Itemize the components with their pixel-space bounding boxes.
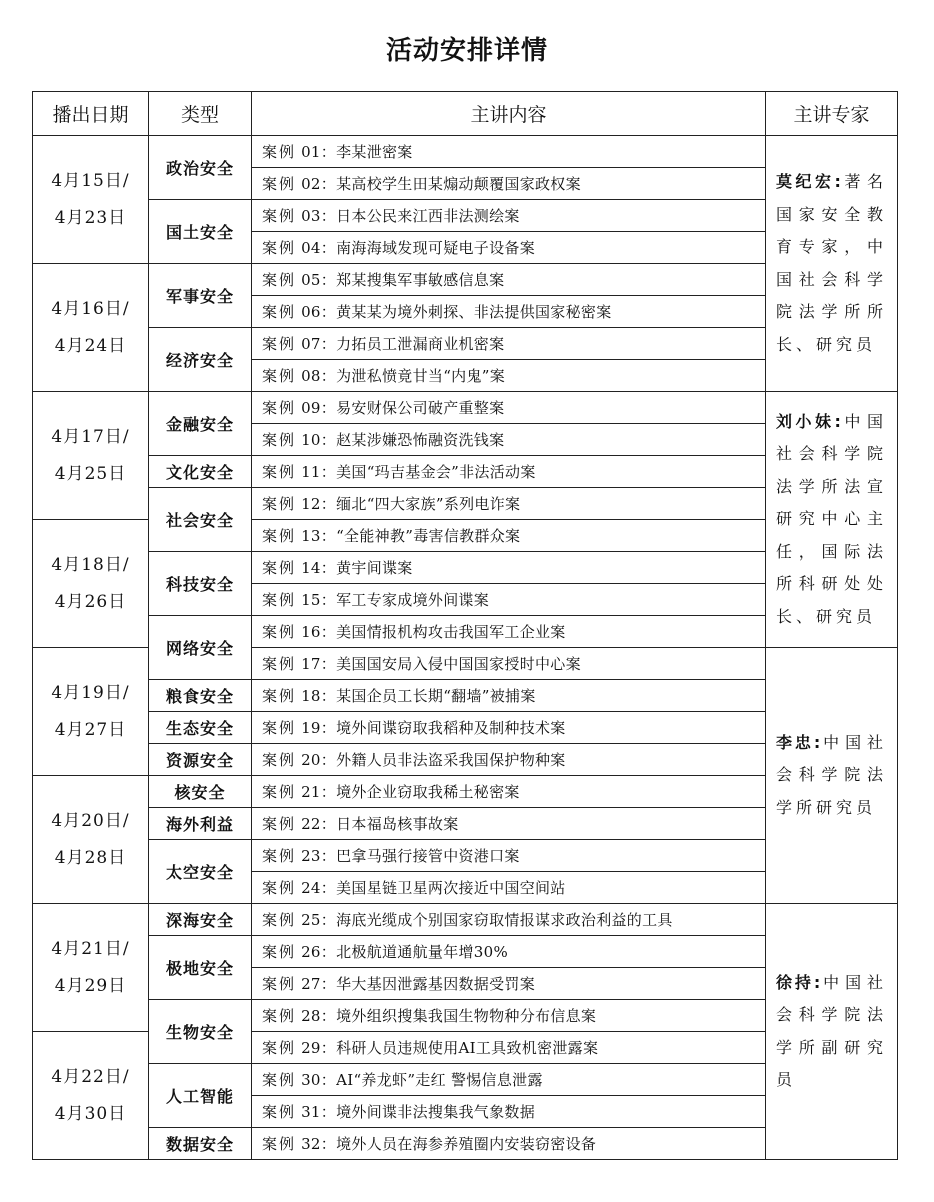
case-title: 境外人员在海参养殖圈内安装窃密设备 [336,1135,597,1153]
case-separator: ： [320,559,337,577]
case-label: 案例 [262,1103,297,1121]
date-line: 4月23日 [54,207,127,228]
case-title: AI“养龙虾”走红 警惕信息泄露 [336,1071,543,1089]
case-item [252,808,766,840]
case-number: 14 [296,559,321,577]
case-title: 美国国安局入侵中国国家授时中心案 [336,655,581,673]
case-title: 力拓员工泄漏商业机密案 [336,335,505,353]
case-item [252,296,766,328]
security-type: 生物安全 [149,1000,252,1064]
case-number: 22 [296,815,321,833]
case-title: 美国星链卫星两次接近中国空间站 [336,879,566,897]
lecturer [766,392,898,648]
case-title: 境外组织搜集我国生物物种分布信息案 [336,1007,597,1025]
security-type: 军事安全 [149,264,252,328]
table-row [33,392,898,424]
date-line: 4月27日 [54,719,127,740]
security-type: 金融安全 [149,392,252,456]
case-separator: ： [320,591,337,609]
case-separator: ： [320,303,337,321]
case-item [252,168,766,200]
case-title: 郑某搜集军事敏感信息案 [336,271,505,289]
lecturer [766,136,898,392]
date-line: 4月29日 [54,975,127,996]
case-label: 案例 [262,1039,297,1057]
case-label: 案例 [262,399,297,417]
case-item [252,968,766,1000]
case-number: 27 [296,975,321,993]
security-type: 人工智能 [149,1064,252,1128]
case-number: 17 [296,655,321,673]
case-item [252,520,766,552]
case-item [252,840,766,872]
page-title: 活动安排详情 [385,36,548,66]
case-item [252,136,766,168]
case-label: 案例 [262,143,297,161]
case-label: 案例 [262,431,297,449]
case-item [252,1000,766,1032]
date-line: 4月26日 [54,591,127,612]
case-title: 美国“玛吉基金会”非法活动案 [336,463,536,481]
case-label: 案例 [262,943,297,961]
lecturer-title: 中国社会科学院法学所法宣研究中心主任，国际法所科研处处长、研究员 [776,411,887,626]
case-label: 案例 [262,815,297,833]
case-number: 04 [296,239,321,257]
case-item [252,1096,766,1128]
schedule-table [32,91,898,1160]
case-separator: ： [320,271,337,289]
case-number: 21 [296,783,321,801]
table-row [33,136,898,168]
case-separator: ： [320,1135,337,1153]
security-type: 极地安全 [149,936,252,1000]
case-item [252,904,766,936]
case-label: 案例 [262,719,297,737]
case-number: 08 [296,367,321,385]
date-line: 4月16日/ [51,298,130,319]
case-title: “全能神教”毒害信教群众案 [336,527,521,545]
case-label: 案例 [262,463,297,481]
case-label: 案例 [262,655,297,673]
broadcast-date [33,776,149,904]
case-label: 案例 [262,303,297,321]
broadcast-date [33,904,149,1032]
case-title: 赵某涉嫌恐怖融资洗钱案 [336,431,505,449]
security-type: 国土安全 [149,200,252,264]
case-title: 缅北“四大家族”系列电诈案 [336,495,521,513]
case-title: 美国情报机构攻击我国军工企业案 [336,623,566,641]
security-type: 科技安全 [149,552,252,616]
date-line: 4月30日 [54,1103,127,1124]
case-label: 案例 [262,239,297,257]
case-title: 黄某某为境外刺探、非法提供国家秘密案 [336,303,612,321]
case-separator: ： [320,1007,337,1025]
case-label: 案例 [262,975,297,993]
case-separator: ： [320,719,337,737]
security-type: 社会安全 [149,488,252,552]
case-label: 案例 [262,623,297,641]
case-title: 境外企业窃取我稀土秘密案 [336,783,520,801]
date-line: 4月22日/ [51,1066,130,1087]
case-separator: ： [320,335,337,353]
lecturer [766,904,898,1160]
lecturer-title: 中国社会科学院法学所副研究员 [776,972,887,1089]
case-title: 境外间谍非法搜集我气象数据 [336,1103,535,1121]
case-number: 18 [296,687,321,705]
case-number: 31 [296,1103,321,1121]
security-type: 深海安全 [149,904,252,936]
security-type: 核安全 [149,776,252,808]
case-number: 24 [296,879,321,897]
case-separator: ： [320,399,337,417]
case-title: 李某泄密案 [336,143,413,161]
security-type: 太空安全 [149,840,252,904]
case-number: 20 [296,751,321,769]
security-type: 资源安全 [149,744,252,776]
case-item [252,360,766,392]
case-separator: ： [320,911,337,929]
case-number: 15 [296,591,321,609]
case-number: 03 [296,207,321,225]
date-line: 4月21日/ [51,938,130,959]
broadcast-date [33,520,149,648]
case-label: 案例 [262,367,297,385]
date-line: 4月15日/ [51,170,130,191]
case-item [252,200,766,232]
case-separator: ： [320,623,337,641]
case-label: 案例 [262,271,297,289]
security-type: 生态安全 [149,712,252,744]
case-separator: ： [320,943,337,961]
case-item [252,232,766,264]
header-date: 播出日期 [33,92,149,136]
case-separator: ： [320,879,337,897]
date-line: 4月18日/ [51,554,130,575]
case-label: 案例 [262,879,297,897]
case-title: 黄宇间谍案 [336,559,413,577]
case-title: 华大基因泄露基因数据受罚案 [336,975,535,993]
case-separator: ： [320,815,337,833]
security-type: 粮食安全 [149,680,252,712]
case-label: 案例 [262,495,297,513]
case-item [252,1128,766,1160]
security-type: 经济安全 [149,328,252,392]
case-number: 25 [296,911,321,929]
case-item [252,1064,766,1096]
security-type: 海外利益 [149,808,252,840]
case-item [252,776,766,808]
case-label: 案例 [262,559,297,577]
case-number: 29 [296,1039,321,1057]
case-item [252,648,766,680]
case-separator: ： [320,367,337,385]
broadcast-date [33,648,149,776]
case-number: 10 [296,431,321,449]
case-title: 易安财保公司破产重整案 [336,399,505,417]
case-label: 案例 [262,207,297,225]
case-item [252,1032,766,1064]
case-separator: ： [320,1103,337,1121]
header-expert: 主讲专家 [766,92,898,136]
lecturer-title: 中国社会科学院法学所研究员 [776,732,887,817]
case-title: 为泄私愤竟甘当“内鬼”案 [336,367,506,385]
case-item [252,488,766,520]
case-number: 06 [296,303,321,321]
case-label: 案例 [262,911,297,929]
case-title: 海底光缆成个别国家窃取情报谋求政治利益的工具 [336,911,673,929]
case-number: 32 [296,1135,321,1153]
case-separator: ： [320,751,337,769]
case-title: 某高校学生田某煽动颠覆国家政权案 [336,175,581,193]
date-line: 4月25日 [54,463,127,484]
case-number: 07 [296,335,321,353]
case-separator: ： [320,175,337,193]
lecturer-name: 徐持: [776,972,822,992]
case-label: 案例 [262,175,297,193]
case-number: 09 [296,399,321,417]
case-number: 30 [296,1071,321,1089]
schedule-body [33,136,898,1160]
case-label: 案例 [262,335,297,353]
case-label: 案例 [262,783,297,801]
security-type: 政治安全 [149,136,252,200]
case-separator: ： [320,975,337,993]
case-number: 12 [296,495,321,513]
date-line: 4月24日 [54,335,127,356]
case-separator: ： [320,1071,337,1089]
table-row [33,904,898,936]
case-separator: ： [320,687,337,705]
case-separator: ： [320,655,337,673]
case-separator: ： [320,527,337,545]
case-title: 日本福岛核事故案 [336,815,459,833]
case-label: 案例 [262,591,297,609]
case-number: 16 [296,623,321,641]
case-title: 外籍人员非法盗采我国保护物种案 [336,751,566,769]
case-separator: ： [320,783,337,801]
header-type: 类型 [149,92,252,136]
case-item [252,680,766,712]
broadcast-date [33,264,149,392]
broadcast-date [33,1032,149,1160]
case-number: 23 [296,847,321,865]
broadcast-date [33,136,149,264]
case-separator: ： [320,1039,337,1057]
table-header-row [33,92,898,136]
case-item [252,936,766,968]
case-title: 巴拿马强行接管中资港口案 [336,847,520,865]
security-type: 文化安全 [149,456,252,488]
case-item [252,264,766,296]
case-separator: ： [320,207,337,225]
case-number: 19 [296,719,321,737]
case-number: 01 [296,143,321,161]
case-separator: ： [320,847,337,865]
case-item [252,584,766,616]
security-type: 网络安全 [149,616,252,680]
case-number: 28 [296,1007,321,1025]
case-separator: ： [320,495,337,513]
case-number: 11 [296,463,321,481]
lecturer-name: 刘小妹: [776,411,842,431]
case-separator: ： [320,239,337,257]
security-type: 数据安全 [149,1128,252,1160]
case-item [252,392,766,424]
case-item [252,744,766,776]
case-label: 案例 [262,847,297,865]
lecturer-name: 李忠: [776,732,822,752]
case-label: 案例 [262,1135,297,1153]
date-line: 4月19日/ [51,682,130,703]
case-item [252,552,766,584]
case-separator: ： [320,143,337,161]
case-title: 北极航道通航量年增30% [336,943,509,961]
case-separator: ： [320,431,337,449]
lecturer-name: 莫纪宏: [776,172,842,191]
case-item [252,456,766,488]
case-item [252,616,766,648]
case-title: 境外间谍窃取我稻种及制种技术案 [336,719,566,737]
case-number: 02 [296,175,321,193]
case-item [252,328,766,360]
case-label: 案例 [262,687,297,705]
case-label: 案例 [262,751,297,769]
lecturer [766,648,898,904]
case-number: 05 [296,271,321,289]
case-number: 26 [296,943,321,961]
lecturer-title: 著名国家安全教育专家，中国社会科学院法学所所长、研究员 [776,172,887,354]
case-title: 某国企员工长期“翻墙”被捕案 [336,687,536,705]
case-item [252,712,766,744]
date-line: 4月20日/ [51,810,130,831]
case-title: 南海海域发现可疑电子设备案 [336,239,535,257]
date-line: 4月17日/ [51,426,130,447]
case-number: 13 [296,527,321,545]
case-item [252,872,766,904]
case-title: 军工专家成境外间谍案 [336,591,490,609]
case-title: 日本公民来江西非法测绘案 [336,207,520,225]
date-line: 4月28日 [54,847,127,868]
case-label: 案例 [262,527,297,545]
header-content: 主讲内容 [252,92,766,136]
case-label: 案例 [262,1071,297,1089]
case-separator: ： [320,463,337,481]
broadcast-date [33,392,149,520]
case-title: 科研人员违规使用AI工具致机密泄露案 [336,1039,599,1057]
case-item [252,424,766,456]
case-label: 案例 [262,1007,297,1025]
